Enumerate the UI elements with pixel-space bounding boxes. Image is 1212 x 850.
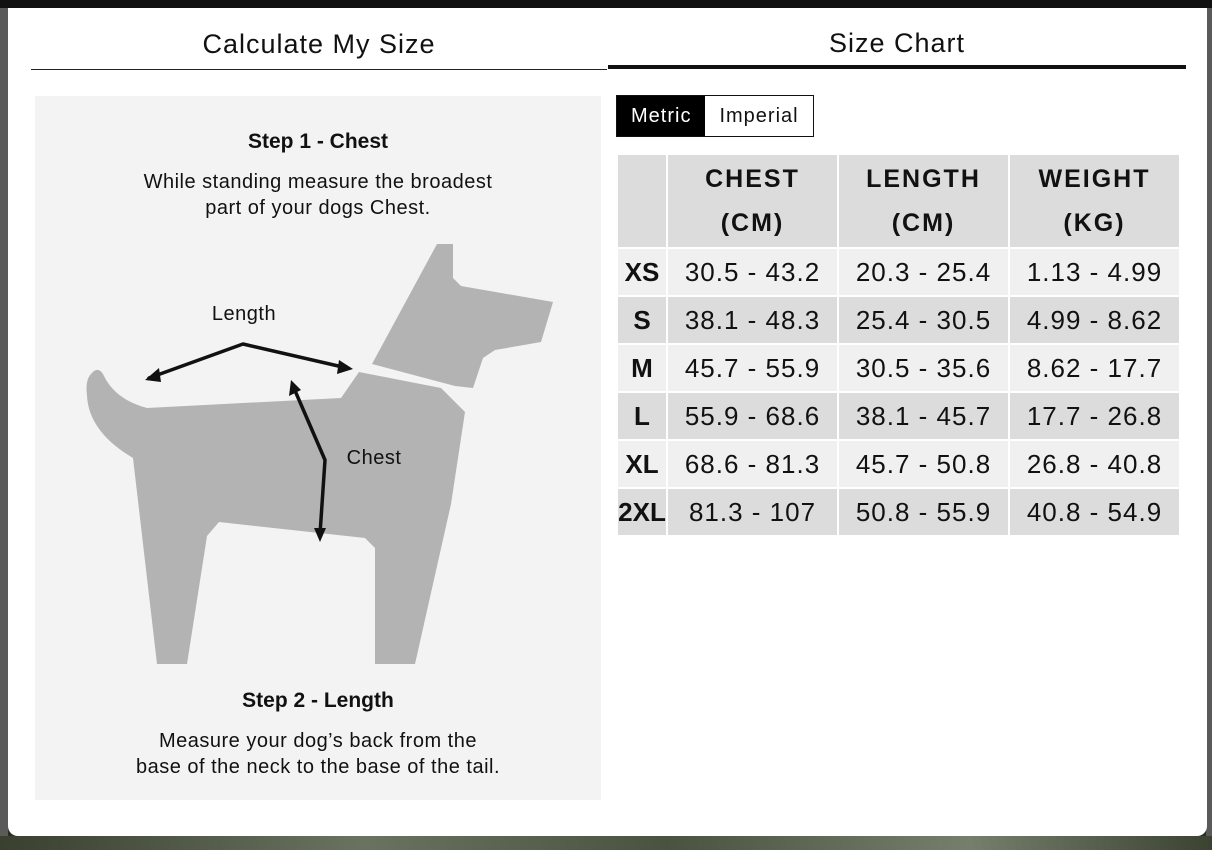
step2-description-line2: base of the neck to the base of the tail. <box>135 756 501 778</box>
tab-size-chart[interactable] <box>608 25 1186 69</box>
length-cell: 50.8 - 55.9 <box>838 488 1009 536</box>
header-chest-unit: (CM) <box>720 209 785 237</box>
header-weight-unit: (KG) <box>1063 209 1126 237</box>
length-cell: 45.7 - 50.8 <box>838 440 1009 488</box>
length-cell: 30.5 - 35.6 <box>838 344 1009 392</box>
chest-cell: 38.1 - 48.3 <box>667 296 838 344</box>
length-label: Length <box>211 303 277 325</box>
metric-button[interactable]: Metric <box>617 96 705 136</box>
measurement-guide-panel <box>35 96 601 800</box>
chest-cell: 55.9 - 68.6 <box>667 392 838 440</box>
page-backdrop-bottom <box>0 836 1212 850</box>
size-guide-modal <box>8 8 1207 836</box>
table-header-row <box>617 154 1180 248</box>
size-cell: 2XL <box>617 488 667 536</box>
weight-cell: 4.99 - 8.62 <box>1009 296 1180 344</box>
table-row <box>617 440 1180 488</box>
size-cell: M <box>617 344 667 392</box>
length-cell: 20.3 - 25.4 <box>838 248 1009 296</box>
dog-silhouette-icon <box>87 244 554 664</box>
size-chart-table <box>616 153 1181 537</box>
tab-calculate-label: Calculate My Size <box>202 29 436 59</box>
size-cell: XS <box>617 248 667 296</box>
unit-toggle <box>616 95 814 137</box>
header-length-title: LENGTH <box>866 165 981 193</box>
imperial-button[interactable]: Imperial <box>705 96 812 136</box>
size-cell: L <box>617 392 667 440</box>
step2-title: Step 2 - Length <box>242 689 394 712</box>
table-header-weight <box>1009 154 1180 248</box>
header-length-unit: (CM) <box>891 209 956 237</box>
weight-cell: 8.62 - 17.7 <box>1009 344 1180 392</box>
table-row <box>617 296 1180 344</box>
tab-calculate-my-size[interactable] <box>31 26 607 70</box>
table-row <box>617 248 1180 296</box>
length-cell: 38.1 - 45.7 <box>838 392 1009 440</box>
page-backdrop-top <box>0 0 1212 8</box>
table-row <box>617 344 1180 392</box>
size-cell: S <box>617 296 667 344</box>
length-arrow-right-head-icon <box>337 360 353 374</box>
table-row <box>617 488 1180 536</box>
step1-title: Step 1 - Chest <box>247 130 389 153</box>
table-header-length <box>838 154 1009 248</box>
step2-description-line1: Measure your dog’s back from the <box>158 730 478 752</box>
chest-cell: 45.7 - 55.9 <box>667 344 838 392</box>
chest-cell: 30.5 - 43.2 <box>667 248 838 296</box>
weight-cell: 40.8 - 54.9 <box>1009 488 1180 536</box>
table-row <box>617 392 1180 440</box>
header-chest-title: CHEST <box>705 165 800 193</box>
header-weight-title: WEIGHT <box>1038 165 1151 193</box>
table-header-corner <box>617 154 667 248</box>
page-backdrop-left <box>0 8 8 850</box>
chest-cell: 81.3 - 107 <box>667 488 838 536</box>
size-cell: XL <box>617 440 667 488</box>
table-header-chest <box>667 154 838 248</box>
length-arrow-icon <box>149 344 347 378</box>
measurement-guide-illustration <box>35 96 601 800</box>
weight-cell: 26.8 - 40.8 <box>1009 440 1180 488</box>
length-arrow-left-head-icon <box>145 368 161 382</box>
step1-description-line1: While standing measure the broadest <box>143 171 493 193</box>
weight-cell: 17.7 - 26.8 <box>1009 392 1180 440</box>
weight-cell: 1.13 - 4.99 <box>1009 248 1180 296</box>
length-cell: 25.4 - 30.5 <box>838 296 1009 344</box>
chest-arrow-bottom-head-icon <box>314 528 326 542</box>
step1-description-line2: part of your dogs Chest. <box>205 197 431 219</box>
tab-size-chart-label: Size Chart <box>828 28 966 58</box>
chest-cell: 68.6 - 81.3 <box>667 440 838 488</box>
chest-label: Chest <box>346 447 402 469</box>
